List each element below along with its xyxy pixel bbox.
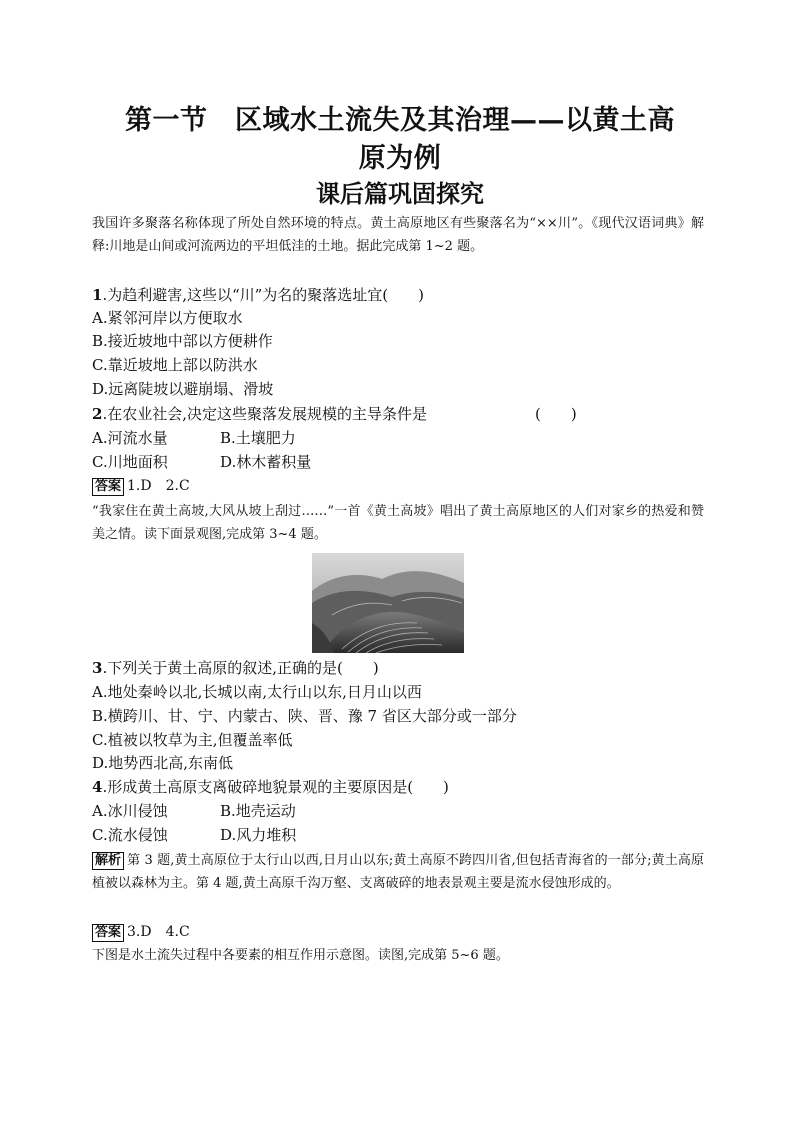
question-number: 3	[92, 659, 103, 677]
question-4-option-c: C.流水侵蚀	[92, 826, 168, 844]
section-subtitle: 课后篇巩固探究	[316, 180, 484, 208]
question-4-stem	[92, 776, 449, 798]
section-title-line1: 第一节 区域水土流失及其治理——以黄土高	[125, 105, 675, 136]
analysis-block	[92, 849, 704, 895]
answer-block-1	[92, 476, 190, 496]
question-1-option-b: B.接近坡地中部以方便耕作	[92, 332, 273, 350]
question-1-stem	[92, 284, 424, 306]
answer-text: 1.D 2.C	[127, 478, 190, 494]
analysis-text: 第 3 题,黄土高原位于太行山以西,日月山以东;黄土高原不跨四川省,但包括青海省的一部分;黄土高原植被以森林为主。第 4 题,黄土高原千沟万壑、支离破碎的地表景观主要是流水侵蚀形成的。	[92, 853, 704, 891]
question-3-option-d: D.地势西北高,东南低	[92, 754, 234, 772]
question-3-option-a: A.地处秦岭以北,长城以南,太行山以东,日月山以西	[92, 683, 422, 701]
answer-badge: 答案	[92, 478, 124, 496]
question-4-option-a: A.冰川侵蚀	[92, 802, 168, 820]
question-3-option-b: B.横跨川、甘、宁、内蒙古、陕、晋、豫 7 省区大部分或一部分	[92, 707, 517, 725]
question-2-answer-paren: ( )	[535, 405, 577, 423]
question-text: .在农业社会,决定这些聚落发展规模的主导条件是	[102, 405, 427, 423]
question-text: .下列关于黄土高原的叙述,正确的是( )	[102, 659, 379, 677]
answer-badge: 答案	[92, 924, 124, 942]
question-2-option-d: D.林木蓄积量	[220, 453, 312, 471]
question-2-option-c: C.川地面积	[92, 453, 168, 471]
question-3-option-c: C.植被以牧草为主,但覆盖率低	[92, 731, 293, 749]
question-1-option-a: A.紧邻河岸以方便取水	[92, 309, 243, 327]
question-2-option-b: B.土壤肥力	[220, 429, 296, 447]
loess-plateau-landscape-photo	[312, 553, 464, 653]
intro-paragraph-1: 我国许多聚落名称体现了所处自然环境的特点。黄土高原地区有些聚落名为“××川”。《现代汉语词典》解释:川地是山间或河流两边的平坦低洼的土地。据此完成第 1~2 题。	[92, 216, 704, 254]
section-title-line2: 原为例	[358, 143, 442, 174]
answer-text: 3.D 4.C	[127, 924, 190, 940]
question-number: 2	[92, 405, 103, 423]
question-text: .形成黄土高原支离破碎地貌景观的主要原因是( )	[102, 778, 449, 796]
intro-paragraph-2: “我家住在黄土高坡,大风从坡上刮过……”一首《黄土高坡》唱出了黄土高原地区的人们对家乡的热爱和赞美之情。读下面景观图,完成第 3~4 题。	[92, 504, 704, 542]
analysis-badge: 解析	[92, 852, 124, 870]
question-number: 1	[92, 286, 103, 304]
answer-block-2	[92, 922, 190, 942]
question-4-option-b: B.地壳运动	[220, 802, 296, 820]
question-3-stem	[92, 657, 379, 679]
question-text: .为趋利避害,这些以“川”为名的聚落选址宜( )	[102, 286, 425, 304]
question-1-option-c: C.靠近坡地上部以防洪水	[92, 356, 258, 374]
question-1-option-d: D.远离陡坡以避崩塌、滑坡	[92, 380, 274, 398]
question-number: 4	[92, 778, 103, 796]
question-2-stem	[92, 403, 427, 425]
intro-paragraph-3: 下图是水土流失过程中各要素的相互作用示意图。读图,完成第 5~6 题。	[92, 948, 509, 963]
question-4-option-d: D.风力堆积	[220, 826, 297, 844]
question-2-option-a: A.河流水量	[92, 429, 168, 447]
